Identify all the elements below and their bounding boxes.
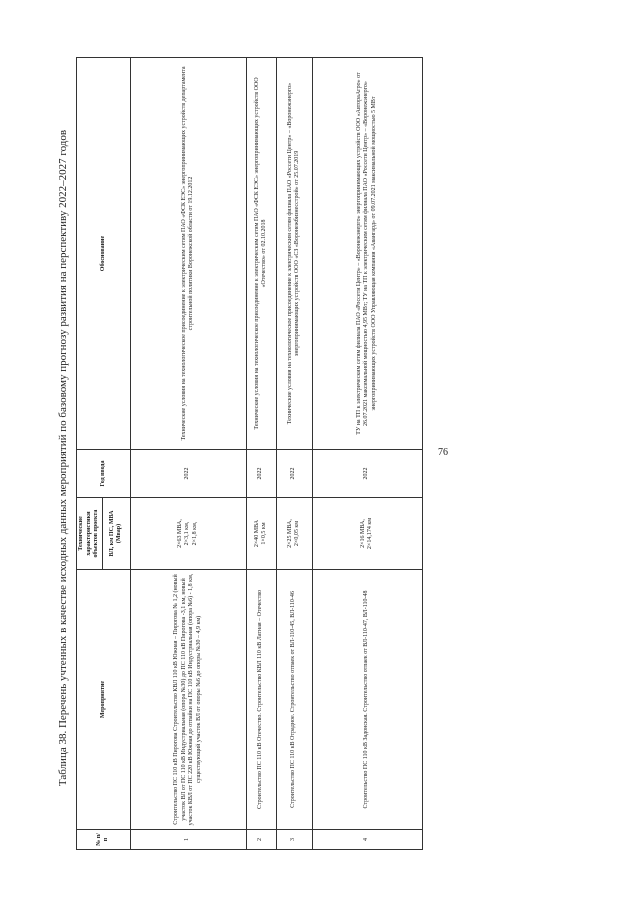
tech-line: 2×63 МВА, bbox=[176, 519, 183, 548]
cell-year: 2022 bbox=[312, 450, 422, 498]
cell-measure: Строительство ПС 110 кВ Пирогова Строительство КВЛ 110 кВ Южная – Пирогова № 1,2 (новый участок ВЛ от ПС 110 кВ Индустриальная (опора №30) до ПС 110 кВ Пирогова -3,1 км, новый участок КВЛ от ПС 220 кВ Южная до отпайки на ПС 110 кВ Индустриальная (опора №6) - 1,8 км, существующий участок ВЛ от опоры №6 до опоры №30 – 4,9 км) bbox=[130, 570, 246, 830]
page-number: 76 bbox=[438, 447, 448, 458]
table-row bbox=[130, 58, 246, 850]
cell-basis: ТУ на ТП к электрическим сетям филиала ПАО «Россети Центр» – «Воронежэнерго» энергопринимающих устройств ООО «АвтораАгро» от 26.07.2021 максимальной мощностью 4,95 МВт; ТУ на ТП к электрическим сетям филиала ПАО «Россети Центр» – «Воронежэнерго» энергопринимающих устройств ООО Управляющая компания «Авангард» от 09.07.2021 максимальной мощностью 5 МВт bbox=[312, 58, 422, 450]
cell-tech bbox=[246, 498, 276, 570]
cell-num: 4 bbox=[312, 830, 422, 850]
tech-line: 2×16 МВА, bbox=[359, 519, 366, 548]
tech-line: 1×0,5 км bbox=[261, 522, 267, 545]
cell-basis: Технические условия на технологическое присоединение к электрическим сетям филиала ПАО «Россети Центр» – «Воронежэнерго» энергопринимающих устройств ООО «СЗ «Воронежбизнесстрой» от 25.07.2019 bbox=[276, 58, 312, 450]
table-row bbox=[246, 58, 276, 850]
table-row bbox=[312, 58, 422, 850]
cell-num: 3 bbox=[276, 830, 312, 850]
header-basis: Обоснование bbox=[77, 58, 131, 450]
table-header-row bbox=[77, 58, 103, 850]
cell-tech bbox=[130, 498, 246, 570]
cell-tech bbox=[276, 498, 312, 570]
rotated-page bbox=[52, 58, 632, 858]
tech-line: 2×0,05 км bbox=[294, 520, 300, 547]
measures-table bbox=[76, 57, 423, 850]
header-measure: Мероприятие bbox=[77, 570, 131, 830]
tech-line: 2×3,1 км, bbox=[184, 521, 191, 546]
header-tech-sub: ВЛ, км ПС, МВА (Мвар) bbox=[102, 498, 130, 570]
cell-basis: Технические условия на технологическое присоединение к электрическим сетям ПАО «ФСК ЕЭС» энергопринимающих устройств департамента строительной политики Воронежской области от 19.12.2012 bbox=[130, 58, 246, 450]
cell-measure: Строительство ПС 110 кВ Задонская. Строительство отпаек от ВЛ-110-47, ВЛ-110-48 bbox=[312, 570, 422, 830]
table-row bbox=[276, 58, 312, 850]
cell-basis: Технические условия на технологическое присоединение к электрическим сетям ПАО «ФСК ЕЭС» энергопринимающих устройств ООО «Отечество» от 02.10.2018 bbox=[246, 58, 276, 450]
cell-measure: Строительство ПС 110 кВ Отрадное. Строительство отпаек от ВЛ-110-45, ВЛ-110-46 bbox=[276, 570, 312, 830]
tech-line: 2×25 МВА, bbox=[286, 519, 293, 548]
tech-line: 2×14,174 км bbox=[367, 517, 373, 550]
cell-year: 2022 bbox=[276, 450, 312, 498]
cell-num: 1 bbox=[130, 830, 246, 850]
cell-tech bbox=[312, 498, 422, 570]
cell-year: 2022 bbox=[246, 450, 276, 498]
tech-line: 2×1,8 км, bbox=[191, 521, 198, 546]
header-num: № п/п bbox=[77, 830, 131, 850]
cell-measure: Строительство ПС 110 кВ Отечество. Строительство КВЛ 110 кВ Латная – Отечество bbox=[246, 570, 276, 830]
header-year: Год ввода bbox=[77, 450, 131, 498]
table-caption: Таблица 38. Перечень учтенных в качестве исходных данных мероприятий по базовому прогнозу развития на перспективу 2022–2027 годов bbox=[57, 129, 69, 787]
cell-year: 2022 bbox=[130, 450, 246, 498]
tech-line: 2×40 МВА bbox=[253, 519, 260, 548]
cell-num: 2 bbox=[246, 830, 276, 850]
header-tech: Технические характеристики объектов проекта bbox=[77, 498, 103, 570]
